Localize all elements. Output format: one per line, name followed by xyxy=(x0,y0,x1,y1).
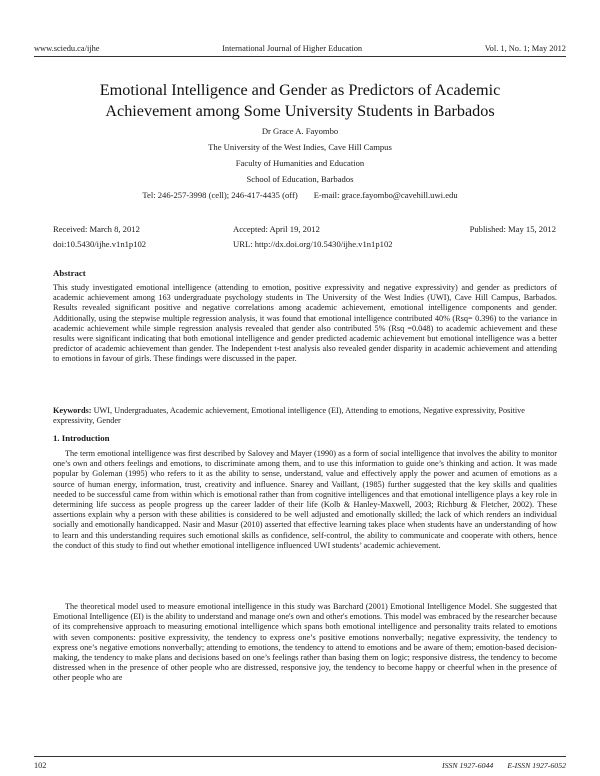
eissn: E-ISSN 1927-6052 xyxy=(507,761,566,770)
issn: ISSN 1927-6044 xyxy=(441,761,494,770)
keywords-label: Keywords: xyxy=(53,406,92,415)
volume-issue: Vol. 1, No. 1; May 2012 xyxy=(484,44,566,53)
introduction-paragraph-2: The theoretical model used to measure emotional intelligence in this study was Barchard (2001) Emotional Intelligence Model. She suggested that Emotional Intelligence (EI) is the ability to understand and manage one's own and other's emotions. This model was embraced by the researcher because of its comprehensive approach to measuring emotional intelligence which spans both emotional intelligence and personality traits related to emotions with seven components: positive expressivity, the tendency to express one’s positive emotions nonverbally; negative expressivity, the tendency to express one’s negative emotions nonverbally; attending to emotions, the tendency to attend to emotions and be aware of them; emotion-based decision-making, the tendency to make plans and decisions based on one’s feelings rather than basing them on logic; responsive distress, the tendency to become distressed when in the presence of other people who are distressed, responsive joy, the tendency to become happy or cheerful when in the presence of other people who are xyxy=(53,602,557,683)
page-number: 102 xyxy=(34,761,47,770)
accepted-date: Accepted: April 19, 2012 xyxy=(233,224,320,234)
journal-name: International Journal of Higher Education xyxy=(222,44,363,53)
running-head xyxy=(34,44,566,53)
affiliation-university: The University of the West Indies, Cave Hill Campus xyxy=(208,142,392,152)
abstract-text: This study investigated emotional intelligence (attending to emotion, positive expressivity and negative expressivity) and gender as predictors of academic achievement among 163 undergraduate psychology students in The University of the West Indies (UWI), Cave Hill Campus, Barbados. Results revealed significant positive and negative correlations among academic achievement, emotional intelligence components and gender. Additionally, using the stepwise multiple regression analysis, it was found that emotional intelligence contributed 40% (Rsq= 0.396) to the variance in academic achievement while simple regression analysis revealed that gender also contributed 5% (Rsq =0.048) to academic achievement and these results were significant indicating that both emotional intelligence and gender predicted academic achievement but emotional intelligence was a better predictor of academic achievement than gender. The Independent t-test analysis also revealed gender disparity in academic achievement and attending to emotions in favour of girls. These findings were discussed in the paper. xyxy=(53,283,557,364)
introduction-heading: 1. Introduction xyxy=(53,433,110,443)
keywords xyxy=(53,406,557,426)
title-line-1: Emotional Intelligence and Gender as Predictors of Academic xyxy=(99,81,501,99)
title-line-2: Achievement among Some University Students in Barbados xyxy=(105,102,495,120)
abstract-heading: Abstract xyxy=(53,268,86,278)
telephone: Tel: 246-257-3998 (cell); 246-417-4435 (off) xyxy=(142,190,298,200)
published-date: Published: May 15, 2012 xyxy=(469,224,556,234)
paper-title xyxy=(40,80,560,122)
author-name: Dr Grace A. Fayombo xyxy=(261,126,339,136)
footer-divider xyxy=(34,756,566,757)
affiliation-school: School of Education, Barbados xyxy=(246,174,354,184)
received-date: Received: March 8, 2012 xyxy=(53,224,140,234)
keywords-list: UWI, Undergraduates, Academic achievement, Emotional intelligence (EI), Attending to emotions, Negative expressivity, Positive expressivity, Gender xyxy=(53,406,525,426)
contact-line xyxy=(0,190,600,200)
doi-url[interactable]: URL: http://dx.doi.org/10.5430/ijhe.v1n1p102 xyxy=(233,239,393,249)
email[interactable]: E-mail: grace.fayombo@cavehill.uwi.edu xyxy=(313,190,458,200)
issn-block xyxy=(428,761,566,770)
affiliation-faculty: Faculty of Humanities and Education xyxy=(235,158,365,168)
journal-url[interactable]: www.sciedu.ca/ijhe xyxy=(34,44,100,53)
header-divider xyxy=(34,56,566,57)
introduction-paragraph-1: The term emotional intelligence was first described by Salovey and Mayer (1990) as a form of social intelligence that involves the ability to monitor one’s own and others feelings and emotions, to discriminate among them, and to use this information to guide one’s thinking and action. It was made popular by Goleman (1995) who refers to it as the ability to sense, understand, value and effectively apply the power and acumen of emotions as a source of human energy, information, trust, creativity and influence. Snarey and Vaillant, (1985) further suggested that the key skills and qualities needed to be successful came from within which is emotional rather than from cognitive intelligences and that emotional intelligence plays a key role in determining life success as people progress up the career ladder of their life (Kolb & Hanley-Maxwell, 2003; Richburg & Fletcher, 2002). These assertions explain why a person with these abilities is considered to be well adjusted and emotionally skilled; the lack of which renders an individual socially and emotionally handicapped. Nasir and Masur (2010) asserted that effective learning takes place when students have an understanding of how to learn and this understanding requires such emotional skills as confidence, self-control, the ability to communicate and cooperate with others, hence the conduct of this study to find out whether emotional intelligence influenced UWI students’ academic achievement. xyxy=(53,449,557,550)
doi[interactable]: doi:10.5430/ijhe.v1n1p102 xyxy=(53,239,147,249)
